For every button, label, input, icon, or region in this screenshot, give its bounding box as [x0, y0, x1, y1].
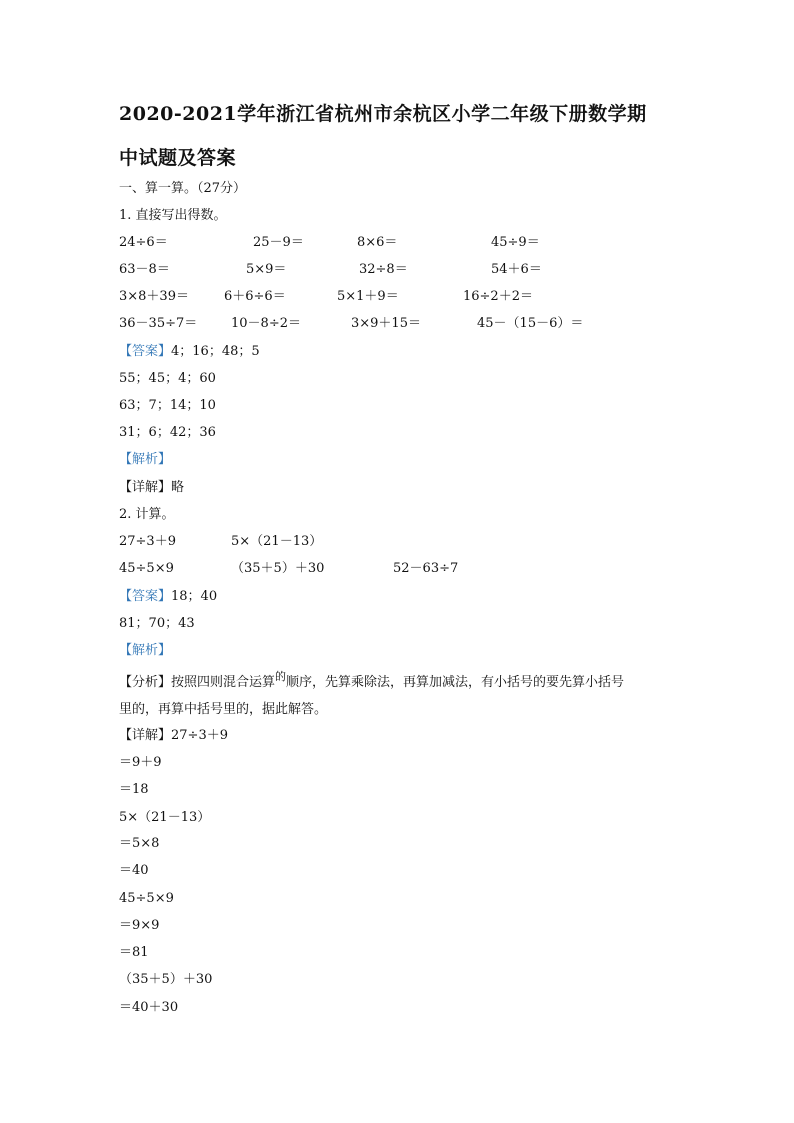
answer-line: 55；45；4；60 [119, 371, 216, 386]
step: ＝40＋30 [119, 1000, 179, 1015]
answer-line [119, 344, 260, 360]
answer-tag: 【答案】 [119, 344, 172, 359]
problem: 5×（21－13） [231, 534, 323, 549]
answer-line [119, 589, 217, 605]
problem: 25－9＝ [253, 235, 304, 250]
section-heading: 一、算一算。（27分） [119, 181, 247, 196]
problem: 27÷3＋9 [119, 534, 176, 549]
fenxi-text: 按照四则混合运算 [171, 675, 276, 690]
step: ＝5×8 [119, 836, 160, 851]
answer-line: 31；6；42；36 [119, 425, 216, 440]
problem: （35＋5）＋30 [231, 561, 325, 576]
detail-line [119, 728, 228, 744]
step: ＝81 [119, 945, 149, 960]
fenxi-text: 顺序，先算乘除法，再算加减法，有小括号的要先算小括号 [286, 675, 625, 690]
problem: 3×9＋15＝ [351, 316, 421, 331]
analysis-tag: 【解析】 [119, 643, 172, 658]
problem: 45÷5×9 [119, 561, 174, 576]
step: 5×（21－13） [119, 810, 211, 825]
answer-line: 81；70；43 [119, 616, 195, 631]
analysis-line: 里的，再算中括号里的，据此解答。 [119, 702, 328, 717]
problem: 52－63÷7 [393, 561, 459, 576]
problem: 16÷2＋2＝ [463, 289, 533, 304]
step: 27÷3＋9 [171, 728, 228, 743]
problem: 54＋6＝ [491, 262, 542, 277]
step: ＝9×9 [119, 918, 160, 933]
detail-tag: 【详解】 [119, 728, 172, 743]
step: 45÷5×9 [119, 891, 174, 906]
problem: 5×9＝ [246, 262, 287, 277]
problem: 3×8＋39＝ [119, 289, 189, 304]
answer-text: 18；40 [171, 589, 218, 604]
step: ＝40 [119, 863, 149, 878]
page-title: 2020-2021学年浙江省杭州市余杭区小学二年级下册数学期 [119, 103, 647, 125]
step: ＝9＋9 [119, 755, 162, 770]
problem: 8×6＝ [357, 235, 398, 250]
answer-line: 63；7；14；10 [119, 398, 216, 413]
question-1-heading: 1. 直接写出得数。 [119, 208, 227, 223]
answer-tag: 【答案】 [119, 589, 172, 604]
page-title-continued: 中试题及答案 [119, 147, 237, 169]
answer-text: 4；16；48；5 [171, 344, 260, 359]
question-2-heading: 2. 计算。 [119, 507, 175, 522]
analysis-line [119, 670, 625, 691]
problem: 24÷6＝ [119, 235, 168, 250]
problem: 6＋6÷6＝ [224, 289, 286, 304]
fenxi-superscript: 的 [275, 670, 287, 683]
problem: 45÷9＝ [491, 235, 540, 250]
step: ＝18 [119, 782, 149, 797]
step: （35＋5）＋30 [119, 972, 213, 987]
problem: 10－8÷2＝ [231, 316, 301, 331]
detail-line: 【详解】略 [119, 480, 185, 495]
problem: 5×1＋9＝ [337, 289, 399, 304]
problem: 36－35÷7＝ [119, 316, 198, 331]
problem: 45－（15－6）＝ [477, 316, 584, 331]
problem: 63－8＝ [119, 262, 170, 277]
analysis-tag: 【解析】 [119, 452, 172, 467]
problem: 32÷8＝ [359, 262, 408, 277]
fenxi-tag: 【分析】 [119, 675, 172, 690]
